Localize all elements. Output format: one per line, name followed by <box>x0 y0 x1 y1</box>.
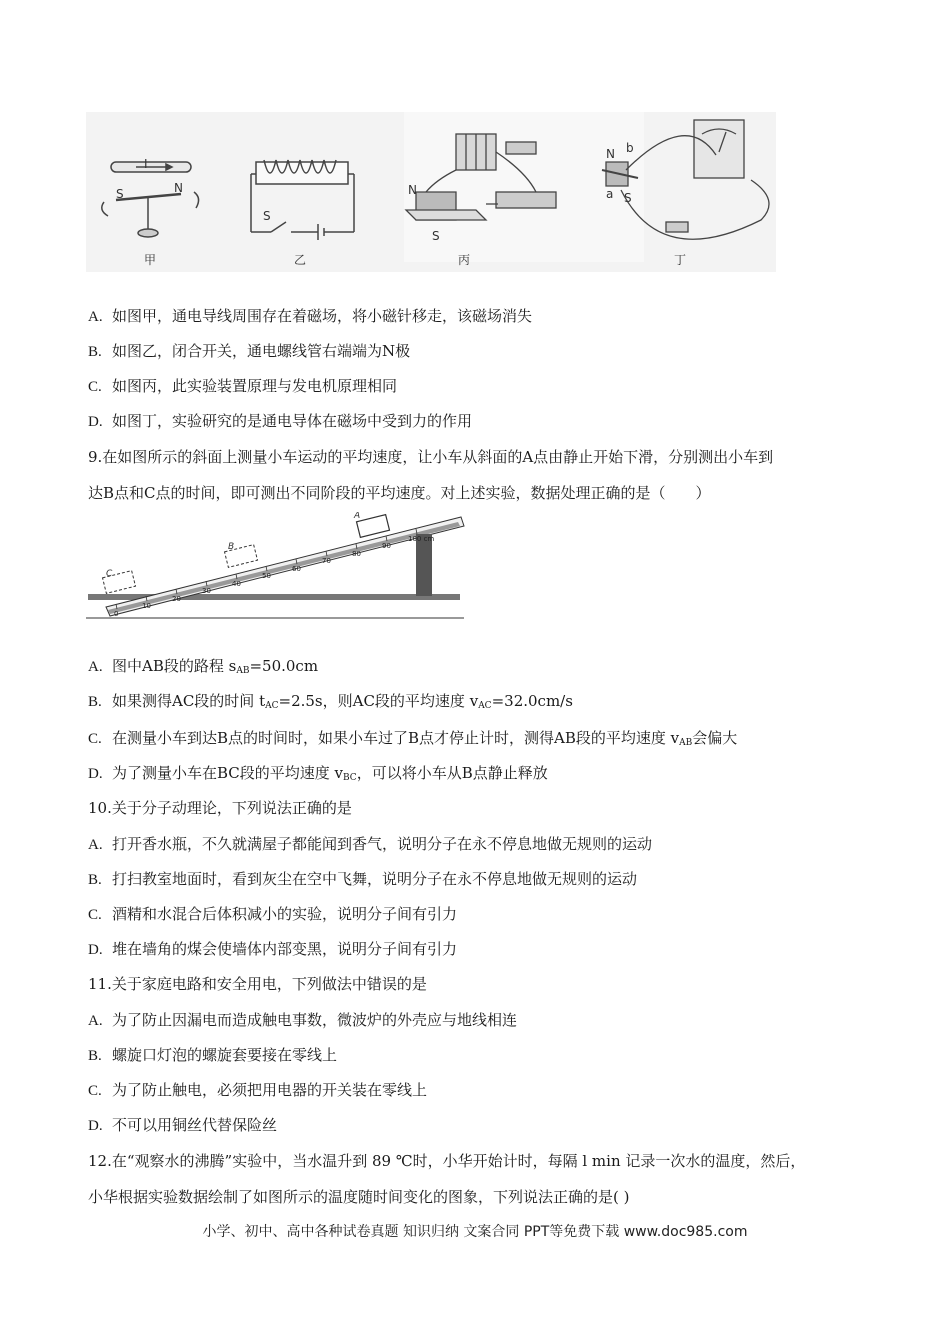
caption-ding: 丁 <box>674 253 687 267</box>
option-label: D. <box>88 1118 103 1134</box>
option-label: C. <box>88 379 102 395</box>
q8-option-c <box>88 375 397 396</box>
option-text: 不可以用铜丝代替保险丝 <box>112 1116 278 1134</box>
option-label: A. <box>88 309 103 325</box>
option-label: C. <box>88 1083 102 1099</box>
option-label: A. <box>88 1013 103 1029</box>
subscript: AB <box>236 666 250 676</box>
option-label: B. <box>88 694 102 710</box>
q12-stem-line2: 小华根据实验数据绘制了如图所示的温度随时间变化的图象，下列说法正确的是( ) <box>88 1188 630 1206</box>
option-text-tail: =50.0cm <box>249 657 319 675</box>
option-text: 打扫教室地面时，看到灰尘在空中飞舞，说明分子在永不停息地做无规则的运动 <box>112 870 638 888</box>
tick-0: 0 <box>114 610 119 618</box>
option-label: B. <box>88 344 102 360</box>
q9-stem-line1: 9.在如图所示的斜面上测量小车运动的平均速度，让小车从斜面的A点由静止开始下滑，分别测出小车到 <box>88 448 774 466</box>
q9-option-d <box>88 762 548 783</box>
q8-option-d <box>88 410 472 431</box>
option-label: C. <box>88 731 102 747</box>
option-text: 螺旋口灯泡的螺旋套要接在零线上 <box>112 1046 338 1064</box>
label-ding-b: b <box>626 141 634 155</box>
page-footer: 小学、初中、高中各种试卷真题 知识归纳 文案合同 PPT等免费下载 www.doc985.com <box>202 1224 748 1240</box>
option-label: D. <box>88 942 103 958</box>
q10-option-a <box>88 833 652 854</box>
q11-option-c <box>88 1079 427 1100</box>
option-text: 酒精和水混合后体积减小的实验，说明分子间有引力 <box>112 905 458 923</box>
option-text: 打开香水瓶，不久就满屋子都能闻到香气，说明分子在永不停息地做无规则的运动 <box>112 835 653 853</box>
option-label: C. <box>88 907 102 923</box>
q10-stem: 10.关于分子动理论，下列说法正确的是 <box>88 799 352 817</box>
q11-option-d <box>88 1114 277 1135</box>
q9-stem-line2: 达B点和C点的时间，即可测出不同阶段的平均速度。对上述实验，数据处理正确的是（ ） <box>88 484 711 502</box>
option-label: D. <box>88 414 103 430</box>
label-ding-S: S <box>624 191 632 205</box>
label-ding-a: a <box>606 187 614 201</box>
label-bing-N: N <box>408 183 417 197</box>
figure-incline <box>86 512 466 620</box>
tick-100: 100 cm <box>408 535 435 543</box>
tick-60: 60 <box>292 565 301 573</box>
option-label: D. <box>88 766 103 782</box>
option-text: 如果测得AC段的时间 t <box>112 692 266 710</box>
label-bing-S: S <box>432 229 440 243</box>
tick-50: 50 <box>262 572 271 580</box>
caption-jia: 甲 <box>144 253 157 267</box>
label-ding-N: N <box>606 147 615 161</box>
car-label-b: B <box>228 542 235 552</box>
option-text: 如图丁，实验研究的是通电导体在磁场中受到力的作用 <box>112 412 473 430</box>
q10-option-b <box>88 868 637 889</box>
q9-option-b <box>88 690 573 711</box>
q10-option-d <box>88 938 457 959</box>
option-text: 为了防止因漏电而造成触电事数，微波炉的外壳应与地线相连 <box>112 1011 518 1029</box>
option-text: 堆在墙角的煤会使墙体内部变黑，说明分子间有引力 <box>112 940 458 958</box>
subscript: AC <box>478 701 492 711</box>
car-label-c: C <box>106 569 113 579</box>
label-jia-N: N <box>174 181 183 195</box>
tick-70: 70 <box>322 557 331 565</box>
option-label: A. <box>88 837 103 853</box>
option-text-tail: 会偏大 <box>692 729 738 747</box>
option-text-tail: ，可以将小车从B点静止释放 <box>356 764 548 782</box>
tick-80: 80 <box>352 550 361 558</box>
option-text-tail: =32.0cm/s <box>491 692 573 710</box>
q11-option-b <box>88 1044 337 1065</box>
option-text: 如图乙，闭合开关，通电螺线管右端端为N极 <box>112 342 411 360</box>
option-text: 在测量小车到达B点的时间时，如果小车过了B点才停止计时，测得AB段的平均速度 v <box>112 729 680 747</box>
option-text: 图中AB段的路程 s <box>112 657 237 675</box>
tick-20: 20 <box>172 595 181 603</box>
q9-option-a <box>88 655 318 676</box>
q8-option-a <box>88 305 532 326</box>
tick-30: 30 <box>202 587 211 595</box>
q11-option-a <box>88 1009 517 1030</box>
tick-90: 90 <box>382 542 391 550</box>
tick-40: 40 <box>232 580 241 588</box>
option-label: B. <box>88 1048 102 1064</box>
label-yi-S: S <box>263 209 271 223</box>
q11-stem: 11.关于家庭电路和安全用电，下列做法中错误的是 <box>88 975 427 993</box>
option-text: 为了防止触电，必须把用电器的开关装在零线上 <box>112 1081 428 1099</box>
caption-bing: 丙 <box>458 253 471 267</box>
q10-option-c <box>88 903 457 924</box>
option-label: A. <box>88 659 103 675</box>
q8-option-b <box>88 340 410 361</box>
label-jia-S: S <box>116 187 124 201</box>
subscript: AB <box>679 738 693 748</box>
q12-stem-line1: 12.在“观察水的沸腾”实验中，当水温升到 89 ℃时，小华开始计时，每隔 l min 记录一次水的温度，然后， <box>88 1152 806 1170</box>
q9-option-c <box>88 727 737 748</box>
option-text: 为了测量小车在BC段的平均速度 v <box>112 764 344 782</box>
subscript: BC <box>343 773 357 783</box>
option-label: B. <box>88 872 102 888</box>
tick-10: 10 <box>142 602 151 610</box>
figure-electromagnetism <box>86 112 776 272</box>
option-text-mid: =2.5s，则AC段的平均速度 v <box>278 692 479 710</box>
caption-yi: 乙 <box>294 253 307 267</box>
car-label-a: A <box>354 512 361 521</box>
option-text: 如图甲，通电导线周围存在着磁场，将小磁针移走，该磁场消失 <box>112 307 533 325</box>
option-text: 如图丙，此实验装置原理与发电机原理相同 <box>112 377 398 395</box>
label-current-I: I <box>144 157 148 171</box>
subscript: AC <box>265 701 279 711</box>
